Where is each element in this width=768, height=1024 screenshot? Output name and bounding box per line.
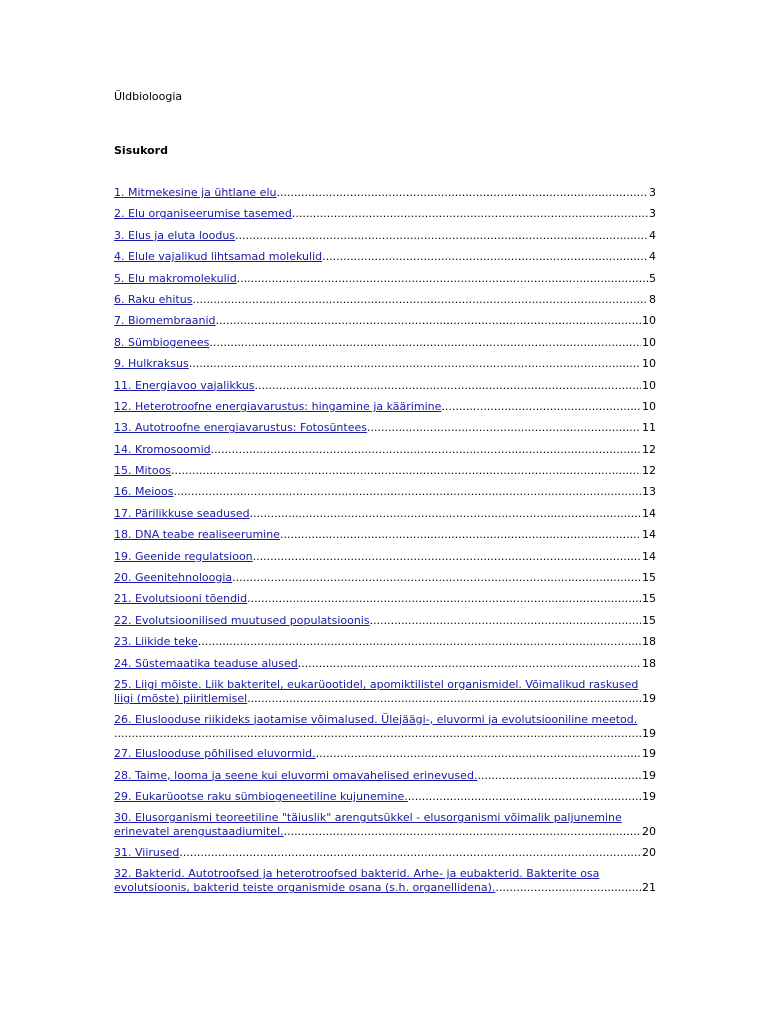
toc-page-number: 5 [649,271,656,285]
toc-page-number: 3 [649,186,656,199]
dot-leader [171,464,641,478]
toc-entry-link[interactable]: 18. DNA teabe realiseerumine [114,528,280,542]
toc-entry-link[interactable]: 31. Viirused [114,845,180,859]
toc-entry[interactable] [114,421,656,435]
dot-leader [408,790,641,804]
dot-leader [235,229,648,243]
toc-entry-link[interactable]: 27. Eluslooduse põhilised eluvormid. [114,747,316,761]
toc-entry[interactable] [114,336,656,350]
toc-entry-link[interactable]: 21. Evolutsiooni tõendid [114,592,248,606]
toc-entry[interactable] [114,635,656,649]
dot-leader [477,769,641,783]
toc-entry[interactable] [114,769,656,783]
toc-entry-link-continued[interactable]: erinevatel arengustaadiumitel. [114,825,284,839]
toc-page-number: 14 [642,528,656,542]
toc-entry[interactable] [114,464,656,478]
dot-leader [189,357,641,371]
dot-leader [198,635,641,649]
toc-page-number: 20 [642,825,656,839]
toc-page-number: 10 [642,357,656,371]
toc-entry[interactable] [114,443,656,457]
toc-entry-link[interactable]: 11. Energiavoo vajalikkus [114,378,255,392]
toc-page-number: 14 [642,506,656,520]
dot-leader [284,825,641,839]
toc-entry-link[interactable]: 23. Liikide teke [114,635,198,649]
toc-page-number: 12 [642,464,656,478]
dot-leader [174,485,642,499]
toc-entry[interactable] [114,846,656,860]
dot-leader [280,528,641,542]
toc-entry[interactable] [114,713,656,741]
toc-entry-link[interactable]: 3. Elus ja eluta loodus [114,228,236,242]
dot-leader [209,336,641,350]
toc-page-number: 10 [642,399,656,413]
toc-entry-link[interactable]: 20. Geenitehnoloogia [114,571,233,585]
toc-entry[interactable] [114,867,656,895]
toc-entry-link[interactable]: 32. Bakterid. Autotroofsed ja heterotroofsed bakterid. Arhe- ja eubakterid. Bakterite osa [114,867,600,881]
toc-entry-link[interactable]: 4. Elule vajalikud lihtsamad molekulid [114,250,323,264]
toc-entry-link[interactable]: 16. Meioos [114,485,174,499]
dot-leader [211,443,641,457]
toc-entry-link[interactable]: 17. Pärilikkuse seadused [114,506,250,520]
dot-leader [232,571,641,585]
toc-page-number: 4 [649,250,656,264]
toc-entry-link[interactable]: 22. Evolutsioonilised muutused populatsioonis [114,613,370,627]
dot-leader [298,657,641,671]
toc-page-number: 11 [642,421,656,435]
dot-leader [247,692,641,706]
toc-entry-link[interactable]: 8. Sümbiogenees [114,335,210,349]
toc-page-number: 19 [642,726,656,740]
toc-entry-link-continued[interactable]: liigi (mõste) piiritlemisel [114,691,248,705]
toc-entry[interactable] [114,657,656,671]
dot-leader [247,592,641,606]
dot-leader [253,550,641,564]
toc-entry-link[interactable]: 15. Mitoos [114,464,172,478]
toc-page-number: 15 [642,592,656,606]
dot-leader [216,314,641,328]
toc-page-number: 13 [642,485,656,499]
toc-entry[interactable] [114,186,656,200]
dot-leader [179,846,641,860]
toc-entry[interactable] [114,485,656,499]
toc-entry[interactable] [114,250,656,264]
toc-page-number: 10 [642,378,656,392]
toc-entry[interactable] [114,314,656,328]
toc-page-number: 12 [642,442,656,456]
toc-entry[interactable] [114,571,656,585]
toc-entry[interactable] [114,507,656,521]
toc-page-number: 19 [642,768,656,782]
toc-page-number: 21 [642,881,656,895]
dot-leader [237,272,648,286]
dot-leader [192,293,648,307]
toc-page-number: 18 [642,635,656,649]
toc-entry-link[interactable]: 6. Raku ehitus [114,292,193,306]
toc-page-number: 19 [642,789,656,803]
toc-entry-link[interactable]: 19. Geenide regulatsioon [114,549,253,563]
toc-entry[interactable] [114,528,656,542]
toc-entry[interactable] [114,811,656,839]
toc-entry[interactable] [114,400,656,414]
toc-entry-link[interactable]: 5. Elu makromolekulid [114,271,237,285]
dot-leader [250,507,641,521]
dot-leader [441,400,641,414]
toc-page-number: 15 [642,571,656,585]
dot-leader [255,379,641,393]
dot-leader [292,207,648,221]
toc-entry[interactable] [114,790,656,804]
toc-entry-link[interactable]: 12. Heterotroofne energiavarustus: hingamine ja käärimine [114,399,442,413]
toc-entry[interactable] [114,550,656,564]
toc-entry-link[interactable]: 9. Hulkraksus [114,357,189,371]
toc-entry[interactable] [114,229,656,243]
document-title: Üldbioloogia [114,90,183,103]
dot-leader [114,727,641,741]
toc-page-number: 20 [642,845,656,859]
dot-leader [316,747,641,761]
toc-entry-link[interactable]: 2. Elu organiseerumise tasemed [114,207,292,221]
toc-entry-link[interactable]: 13. Autotroofne energiavarustus: Fotosüntees [114,421,367,435]
toc-page-number: 14 [642,549,656,563]
toc-heading: Sisukord [114,144,168,157]
toc-entry-link[interactable]: 14. Kromosoomid [114,442,211,456]
dot-leader [367,421,641,435]
toc-entry[interactable] [114,272,656,286]
toc-entry[interactable] [114,747,656,761]
toc-entry[interactable] [114,207,656,221]
toc-page-number: 3 [649,207,656,221]
toc-page-number: 10 [642,314,656,328]
toc-page-number: 19 [642,747,656,761]
toc-entry[interactable] [114,592,656,606]
dot-leader [495,881,641,895]
toc-entry[interactable] [114,357,656,371]
toc-entry-link[interactable]: 24. Süstemaatika teaduse alused [114,656,298,670]
toc-entry-link[interactable]: 7. Biomembraanid [114,314,216,328]
dot-leader [370,614,641,628]
toc-entry[interactable] [114,293,656,307]
dot-leader [276,186,648,200]
toc-entry[interactable] [114,379,656,393]
toc-page-number: 19 [642,691,656,705]
toc-entry[interactable] [114,614,656,628]
toc-page-number: 8 [649,292,656,306]
toc-entry-link[interactable]: 26. Eluslooduse riikideks jaotamise võimalused. Ülejäägi-, eluvormi ja evolutsiooniline meetod. [114,712,638,726]
toc-page-number: 15 [642,613,656,627]
toc-entry-link[interactable]: 28. Taime, looma ja seene kui eluvormi omavahelised erinevused. [114,768,478,782]
toc-entry-link[interactable]: 29. Eukarüootse raku sümbiogeneetiline kujunemine. [114,789,408,803]
toc-page-number: 10 [642,335,656,349]
toc-page-number: 18 [642,656,656,670]
toc-entry-link-continued[interactable]: evolutsioonis, bakterid teiste organismide osana (s.h. organellidena). [114,881,496,895]
table-of-contents [114,186,656,902]
toc-entry-link[interactable]: 1. Mitmekesine ja ühtlane elu [114,186,277,199]
dot-leader [322,250,648,264]
toc-entry[interactable] [114,678,656,706]
toc-page-number: 4 [649,228,656,242]
toc-entry-link[interactable]: 30. Elusorganismi teoreetiline "täiuslik" arengutsükkel - elusorganismi võimalik paljunemine [114,811,622,825]
toc-entry-link[interactable]: 25. Liigi mõiste. Liik bakteritel, eukarüootidel, apomiktilistel organismidel. Võimalikud raskused [114,677,639,691]
